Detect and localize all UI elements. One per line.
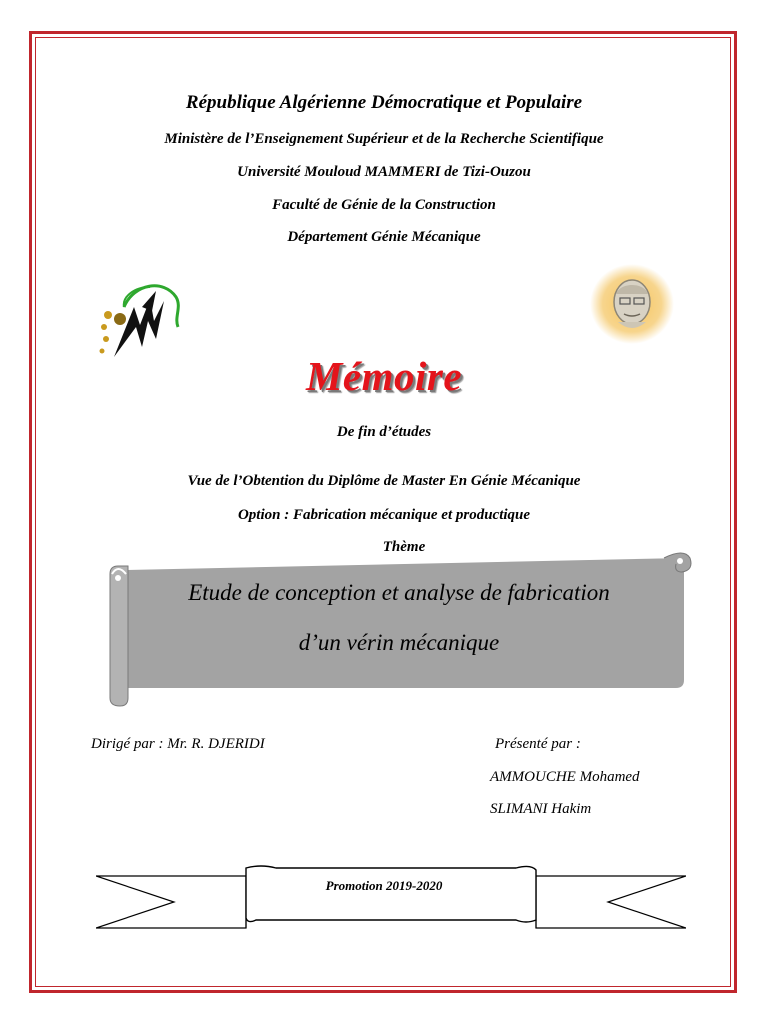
theme-label: Thème bbox=[382, 539, 426, 555]
promotion-label: Promotion 2019-2020 bbox=[325, 878, 443, 893]
student-name-1: AMMOUCHE Mohamed bbox=[490, 769, 640, 785]
theme-title-line-1: Etude de conception et analyse de fabrication bbox=[188, 580, 610, 605]
student-name-2: SLIMANI Hakim bbox=[490, 801, 592, 817]
subtitle: De fin d’études bbox=[336, 424, 432, 440]
document-title: Mémoire bbox=[305, 353, 463, 399]
portrait-icon bbox=[588, 262, 676, 346]
country-heading: République Algérienne Démocratique et Populaire bbox=[185, 92, 583, 113]
theme-scroll-banner bbox=[104, 548, 694, 708]
department-heading: Département Génie Mécanique bbox=[287, 229, 481, 245]
supervisor-line: Dirigé par : Mr. R. DJERIDI bbox=[91, 736, 265, 752]
presented-by-label: Présenté par : bbox=[495, 736, 581, 752]
university-heading: Université Mouloud MAMMERI de Tizi-Ouzou bbox=[237, 164, 531, 180]
theme-title-line-2: d’un vérin mécanique bbox=[298, 630, 500, 655]
purpose-line: Vue de l’Obtention du Diplôme de Master En Génie Mécanique bbox=[187, 473, 581, 489]
promotion-ribbon bbox=[96, 862, 686, 932]
option-line: Option : Fabrication mécanique et productique bbox=[237, 507, 531, 523]
university-logo-icon bbox=[94, 277, 186, 361]
ministry-heading: Ministère de l’Enseignement Supérieur et de la Recherche Scientifique bbox=[164, 131, 604, 147]
faculty-heading: Faculté de Génie de la Construction bbox=[272, 197, 496, 213]
